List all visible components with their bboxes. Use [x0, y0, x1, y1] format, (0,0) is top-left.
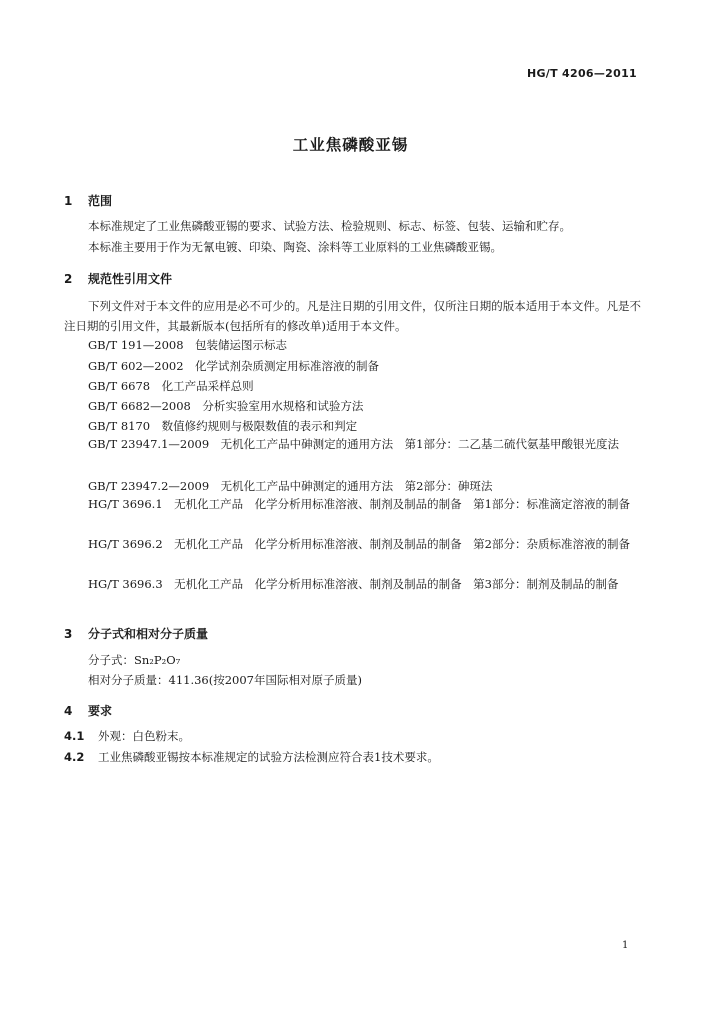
reference-item: GB/T 23947.2—2009 无机化工产品中砷测定的通用方法 第2部分：砷斑法 [88, 479, 493, 493]
clause-4-2 [64, 749, 439, 765]
section-1-heading [64, 192, 112, 209]
reference-item: GB/T 6682—2008 分析实验室用水规格和试验方法 [88, 399, 364, 413]
page-number: 1 [622, 940, 629, 951]
paragraph: 本标准规定了工业焦磷酸亚锡的要求、试验方法、检验规则、标志、标签、包装、运输和贮存。 [88, 219, 571, 233]
section-title: 分子式和相对分子质量 [88, 627, 209, 641]
intro-paragraph: 下列文件对于本文件的应用是必不可少的。凡是注日期的引用文件，仅所注日期的版本适用于本文件。凡是不注日期的引用文件，其最新版本(包括所有的修改单)适用于本文件。 [64, 299, 641, 334]
section-number: 1 [64, 194, 73, 208]
reference-item: HG/T 3696.1 无机化工产品 化学分析用标准溶液、制剂及制品的制备 第1部分：标准滴定溶液的制备 [88, 497, 630, 511]
reference-item: GB/T 6678 化工产品采样总则 [88, 379, 254, 393]
clause-number: 4.2 [64, 750, 85, 764]
section-4-heading [64, 702, 112, 719]
molecular-formula: Sn₂P₂O₇ [134, 653, 181, 667]
section-number: 4 [64, 704, 73, 718]
clause-text: 外观：白色粉末。 [98, 729, 190, 743]
reference-item: GB/T 23947.1—2009 无机化工产品中砷测定的通用方法 第1部分：二乙基二硫代氨基甲酸银光度法 [88, 437, 619, 451]
molecular-mass: 相对分子质量：411.36(按2007年国际相对原子质量) [88, 673, 362, 687]
reference-item: GB/T 8170 数值修约规则与极限数值的表示和判定 [88, 419, 358, 433]
clause-text: 工业焦磷酸亚锡按本标准规定的试验方法检测应符合表1技术要求。 [98, 750, 439, 764]
reference-item: GB/T 602—2002 化学试剂杂质测定用标准溶液的制备 [88, 359, 380, 373]
reference-item: GB/T 191—2008 包装储运图示标志 [88, 338, 288, 352]
reference-item: HG/T 3696.2 无机化工产品 化学分析用标准溶液、制剂及制品的制备 第2部分：杂质标准溶液的制备 [88, 537, 630, 551]
clause-number: 4.1 [64, 729, 85, 743]
section-title: 规范性引用文件 [88, 272, 173, 286]
formula-line [88, 650, 180, 670]
document-title: 工业焦磷酸亚锡 [292, 136, 409, 154]
standard-number: HG/T 4206—2011 [526, 67, 637, 80]
section-2-heading [64, 270, 172, 287]
clause-4-1 [64, 728, 190, 744]
section-3-heading [64, 625, 208, 642]
section-number: 2 [64, 272, 73, 286]
formula-label: 分子式： [88, 653, 134, 667]
paragraph: 本标准主要用于作为无氰电镀、印染、陶瓷、涂料等工业原料的工业焦磷酸亚锡。 [88, 240, 502, 254]
section-title: 范围 [88, 194, 113, 208]
section-number: 3 [64, 627, 73, 641]
section-title: 要求 [88, 704, 113, 718]
reference-item: HG/T 3696.3 无机化工产品 化学分析用标准溶液、制剂及制品的制备 第3部分：制剂及制品的制备 [88, 577, 619, 591]
